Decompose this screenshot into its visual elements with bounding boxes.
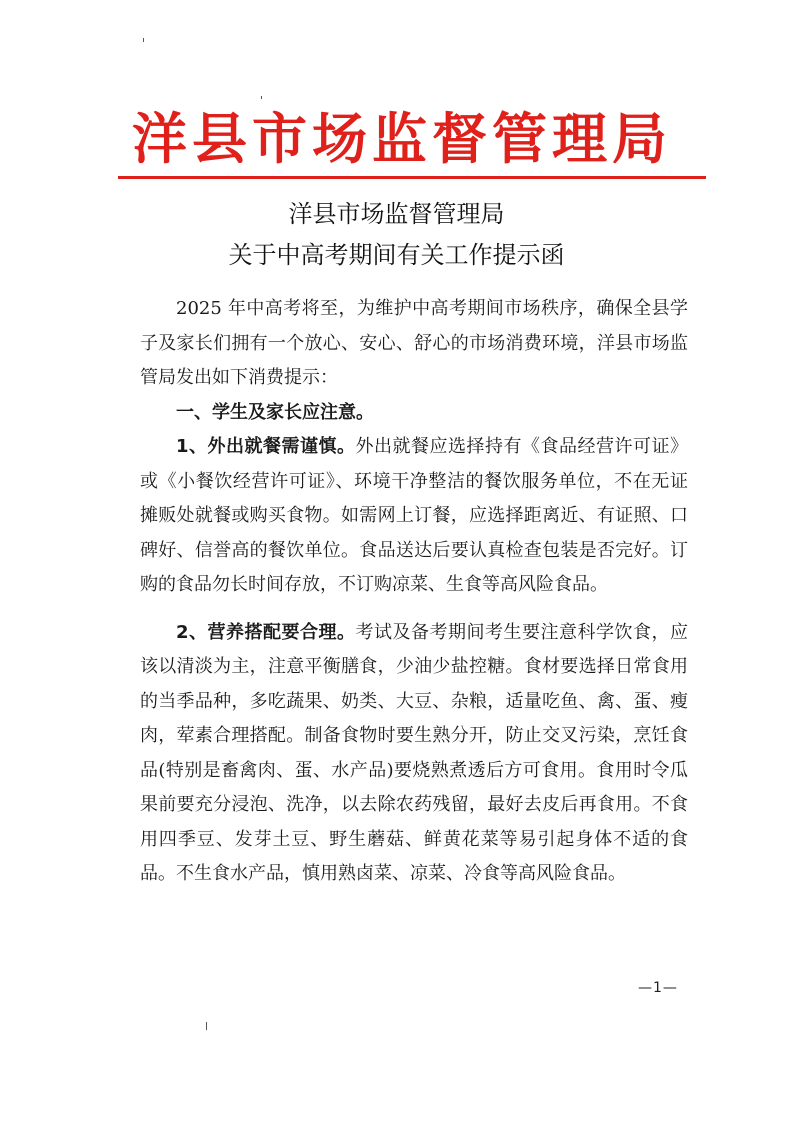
item-2-paragraph bbox=[140, 616, 688, 892]
letterhead-title: 洋县市场监督管理局 bbox=[132, 106, 673, 171]
scan-speck bbox=[261, 96, 262, 99]
item-2-text: 考试及备考期间考生要注意科学饮食，应该以清淡为主，注意平衡膳食，少油少盐控糖。食材要选择日常食用的当季品种，多吃蔬果、奶类、大豆、杂粮，适量吃鱼、禽、蛋、瘦肉，荤素合理搭配。制备食物时要生熟分开，防止交叉污染，烹饪食品(特别是畜禽肉、蛋、水产品)要烧熟煮透后方可食用。食用时令瓜果前要充分浸泡、洗净，以去除农药残留，最好去皮后再食用。不食用四季豆、发芽土豆、野生蘑菇、鲜黄花菜等易引起身体不适的食品。不生食水产品，慎用熟卤菜、凉菜、冷食等高风险食品。 bbox=[140, 621, 688, 884]
scan-speck bbox=[206, 1022, 207, 1030]
page-number: —1— bbox=[638, 980, 678, 996]
document-body bbox=[140, 292, 688, 892]
item-1-heading: 1、外出就餐需谨慎。 bbox=[176, 436, 356, 457]
item-1-paragraph bbox=[140, 430, 688, 603]
document-title-line-1: 洋县市场监督管理局 bbox=[288, 200, 505, 228]
section-1-heading: 一、学生及家长应注意。 bbox=[176, 401, 374, 423]
intro-paragraph: 2025 年中高考将至，为维护中高考期间市场秩序，确保全县学子及家长们拥有一个放心、安心、舒心的市场消费环境，洋县市场监管局发出如下消费提示： bbox=[140, 298, 688, 388]
item-2-heading: 2、营养搭配要合理。 bbox=[176, 621, 356, 643]
letterhead-red-rule bbox=[118, 176, 706, 179]
document-title-line-2: 关于中高考期间有关工作提示函 bbox=[228, 241, 565, 269]
item-1-text: 外出就餐应选择持有《食品经营许可证》或《小餐饮经营许可证》、环境干净整洁的餐饮服务单位，不在无证摊贩处就餐或购买食物。如需网上订餐，应选择距离近、有证照、口碑好、信誉高的餐饮单位。食品送达后要认真检查包装是否完好。订购的食品勿长时间存放，不订购凉菜、生食等高风险食品。 bbox=[140, 436, 688, 595]
scan-speck bbox=[143, 38, 144, 42]
